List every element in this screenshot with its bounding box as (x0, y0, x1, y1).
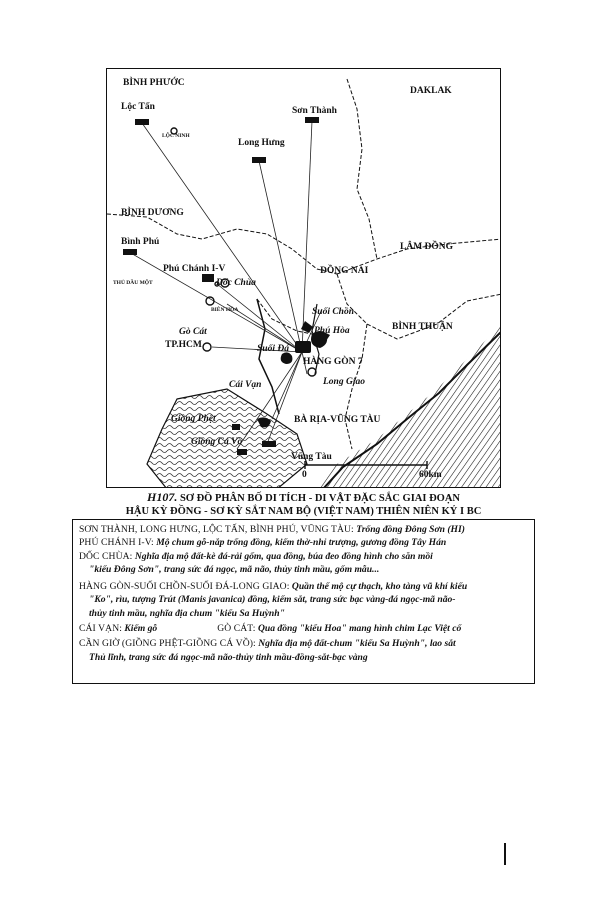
legend-value: Trống đồng Đông Sơn (HI) (356, 524, 465, 535)
figure-caption (106, 491, 501, 518)
legend-table (72, 519, 535, 684)
town-bien-hoa: BIÊN HÒA (211, 307, 239, 313)
legend-row (79, 637, 528, 650)
legend-row (79, 622, 528, 635)
site-go-cat: Gò Cát (179, 327, 207, 337)
legend-key: PHÚ CHÁNH I-V: (79, 537, 154, 549)
caption-line-2: HẬU KỲ ĐỒNG - SƠ KỲ SẮT NAM BỘ (VIỆT NAM) THIÊN NIÊN KỶ I BC (125, 505, 482, 517)
saigon-river (257, 299, 279, 414)
legend-row (79, 536, 528, 549)
legend-key: DỐC CHÙA: (79, 550, 133, 562)
region-daklak: DAKLAK (410, 86, 452, 96)
legend-value: "kiểu Đông Sơn", trang sức đá ngọc, mã não, thủy tinh mầu, gốm mẫu... (89, 563, 380, 575)
legend-key: CÁI VẠN: (79, 623, 122, 635)
legend-value: Quần thể mộ cự thạch, kho tàng vũ khí kiểu (291, 581, 468, 593)
site-phu-hoa: Phú Hòa (314, 326, 350, 336)
region-binh-phuoc: BÌNH PHƯỚC (123, 78, 185, 88)
page-edge-mark (504, 843, 506, 865)
legend-row-continued (79, 651, 528, 664)
scale-start: 0 (302, 470, 307, 480)
legend-row (79, 523, 528, 536)
region-dong-nai: ĐỒNG NAI (320, 266, 369, 276)
site-giong-phet: Giồng Phệt (171, 414, 216, 424)
distribution-map (106, 68, 501, 488)
legend-value: "Ko", rìu, tượng Trút (Manis javanica) đồng, kiếm sắt, trang sức bạc vàng-đá ngọc-mã não- (89, 594, 456, 606)
legend-row-continued (79, 593, 528, 606)
legend-row (79, 580, 528, 593)
legend-value: Mộ chum gỗ-nắp trống đồng, kiếm thờ-nhỉ trượng, gương đồng Tây Hán (156, 537, 447, 549)
legend-value: Qua đồng "kiểu Hoa" mang hình chim Lạc Việt cổ (257, 623, 462, 635)
site-binh-phu: Bình Phú (121, 237, 160, 247)
site-long-giao: Long Giao (323, 377, 365, 387)
town-thu-dau-mot: THỦ DẦU MỘT (113, 280, 153, 286)
site-doc-chua: Dốc Chùa (216, 278, 256, 288)
legend-value: Nghĩa địa mộ đất-kè đá-rải gốm, qua đồng, búa đeo đồng hình cho săn mồi (134, 550, 433, 562)
legend-value: Nghĩa địa mộ đất-chum "kiểu Sa Huỳnh", lao sắt (258, 638, 456, 650)
legend-key: HÀNG GÒN-SUỐI CHỒN-SUỐI ĐÁ-LONG GIAO: (79, 581, 290, 593)
sea-area (317, 324, 501, 488)
site-suoi-da: Suối Đá (257, 344, 289, 354)
region-binh-duong: BÌNH DƯƠNG (121, 208, 184, 218)
legend-key: SƠN THÀNH, LONG HƯNG, LỘC TẤN, BÌNH PHÚ, VŨNG TÀU: (79, 524, 354, 535)
site-giong-ca-vo: Giồng Cá Vồ (191, 437, 243, 447)
legend-key: CẦN GIỜ (GIỒNG PHỆT-GIỒNG CÁ VỒ): (79, 638, 256, 650)
legend-value: Kiếm gỗ (124, 623, 158, 635)
legend-key: GÒ CÁT: (217, 623, 256, 635)
site-vung-tau: Vũng Tàu (291, 452, 332, 462)
scale-end: 60km (419, 470, 442, 480)
figure-number: H107. (146, 490, 178, 504)
legend-value: thủy tinh mầu, nghĩa địa chum "kiểu Sa Huỳnh" (89, 607, 285, 619)
legend-row-continued (79, 563, 528, 576)
region-ba-ria: BÀ RỊA-VŨNG TÀU (294, 415, 381, 425)
site-hang-gon: HÀNG GÒN 7 (303, 357, 363, 367)
caption-line-1: SƠ ĐỒ PHÂN BỐ DI TÍCH - DI VẬT ĐẶC SẮC GIAI ĐOẠN (179, 493, 460, 504)
circle-markers (171, 128, 316, 376)
site-son-thanh: Sơn Thành (292, 106, 337, 116)
legend-value: Thủ lĩnh, trang sức đá ngọc-mã não-thủy tinh mầu-đồng-sắt-bạc vàng (89, 651, 368, 663)
legend-row (79, 550, 528, 563)
region-binh-thuan: BÌNH THUẬN (392, 322, 453, 332)
town-loc-ninh: LỘC NINH (162, 133, 190, 139)
legend-row-continued (79, 607, 528, 620)
region-lam-dong: LÂM ĐỒNG (400, 242, 454, 252)
site-long-hung: Long Hưng (238, 138, 285, 148)
town-tphcm: TP.HCM (165, 340, 202, 350)
border (347, 79, 377, 259)
site-cai-van: Cái Vạn (229, 380, 262, 390)
site-loc-tan: Lộc Tấn (121, 102, 155, 112)
site-phu-chanh: Phú Chánh I-V (163, 264, 226, 274)
site-suoi-chon: Suối Chồn (312, 307, 354, 317)
